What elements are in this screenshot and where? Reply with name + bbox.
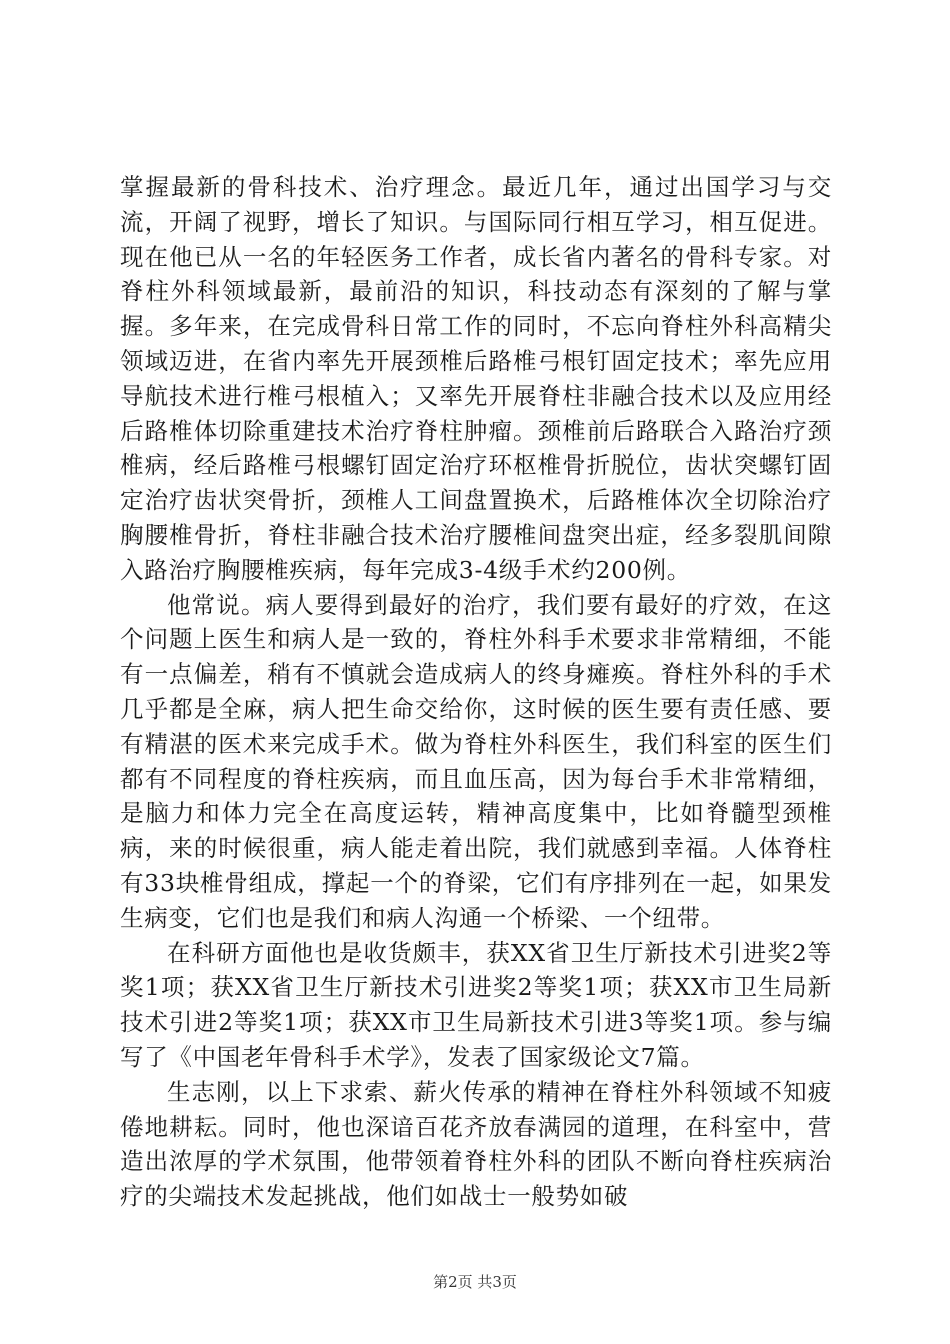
- page-number-footer: 第2页 共3页: [433, 1273, 517, 1291]
- document-body: [120, 170, 832, 1214]
- paragraph-quote: 他常说。病人要得到最好的治疗，我们要有最好的疗效，在这个问题上医生和病人是一致的，脊柱外科手术要求非常精细，不能有一点偏差，稍有不慎就会造成病人的终身瘫痪。脊柱外科的手术几乎都是全麻，病人把生命交给你，这时候的医生要有责任感、要有精湛的医术来完成手术。做为脊柱外科医生，我们科室的医生们都有不同程度的脊柱疾病，而且血压高，因为每台手术非常精细，是脑力和体力完全在高度运转，精神高度集中，比如脊髓型颈椎病，来的时候很重，病人能走着出院，我们就感到幸福。人体脊柱有33块椎骨组成，撑起一个的脊梁，它们有序排列在一起，如果发生病变，它们也是我们和病人沟通一个桥梁、一个纽带。: [120, 590, 832, 932]
- paragraph-research: 在科研方面他也是收货颇丰，获XX省卫生厅新技术引进奖2等奖1项；获XX省卫生厅新技术引进奖2等奖1项；获XX市卫生局新技术引进2等奖1项；获XX市卫生局新技术引进3等奖1项。参与编写了《中国老年骨科手术学》，发表了国家级论文7篇。: [120, 938, 832, 1071]
- paragraph-continued: 掌握最新的骨科技术、治疗理念。最近几年，通过出国学习与交流，开阔了视野，增长了知识。与国际同行相互学习，相互促进。现在他已从一名的年轻医务工作者，成长省内著名的骨科专家。对脊柱外科领域最新，最前沿的知识，科技动态有深刻的了解与掌握。多年来，在完成骨科日常工作的同时，不忘向脊柱外科高精尖领域迈进，在省内率先开展颈椎后路椎弓根钉固定技术；率先应用导航技术进行椎弓根植入；又率先开展脊柱非融合技术以及应用经后路椎体切除重建技术治疗脊柱肿瘤。颈椎前后路联合入路治疗颈椎病，经后路椎弓根螺钉固定治疗环枢椎骨折脱位，齿状突螺钉固定治疗齿状突骨折，颈椎人工间盘置换术，后路椎体次全切除治疗胸腰椎骨折，脊柱非融合技术治疗腰椎间盘突出症，经多裂肌间隙入路治疗胸腰椎疾病，每年完成3-4级手术约200例。: [120, 173, 832, 584]
- paragraph-closing: 生志刚，以上下求索、薪火传承的精神在脊柱外科领域不知疲倦地耕耘。同时，他也深谙百花齐放春满园的道理，在科室中，营造出浓厚的学术氛围，他带领着脊柱外科的团队不断向脊柱疾病治疗的尖端技术发起挑战，他们如战士一般势如破: [120, 1077, 832, 1211]
